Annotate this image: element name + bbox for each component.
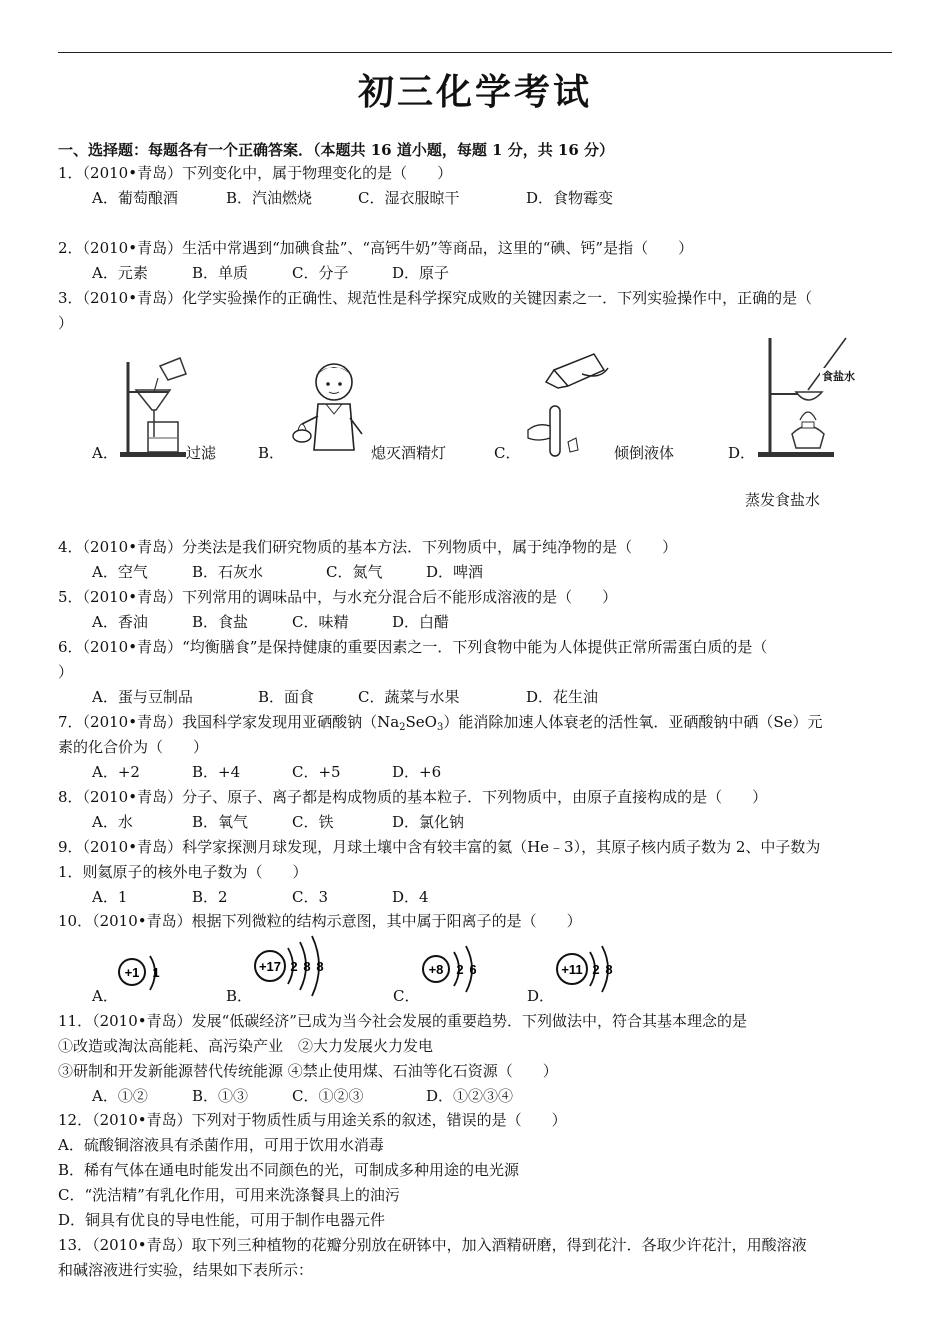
q12-option-c: C．“洗洁精”有乳化作用，可用来洗涤餐具上的油污	[58, 1186, 400, 1204]
q5-option-a: A．香油	[92, 613, 148, 631]
question-13-stem: 13．（2010•青岛）取下列三种植物的花瓣分别放在研钵中，加入酒精研磨，得到花汁．各取少许花汁，用酸溶液	[58, 1236, 807, 1254]
q3-option-b: B．	[258, 444, 285, 462]
atom-a-shell-1: 1	[152, 965, 160, 980]
question-7-stem	[58, 712, 823, 738]
q7-option-b: B．+4	[192, 763, 241, 781]
q7-subscript-1: 2	[399, 722, 406, 733]
q11-option-a: A．①②	[92, 1087, 148, 1105]
pouring-liquid-figure	[524, 350, 614, 460]
q7-text-part-3: ）能消除加速人体衰老的活性氧．亚硒酸钠中硒（Se）元	[443, 713, 823, 731]
question-3-stem-cont: ）	[58, 314, 74, 332]
q7-text-part-2: SeO	[405, 713, 437, 731]
q7-subscript-2: 3	[436, 722, 444, 733]
q10-option-a: A．	[92, 987, 118, 1005]
q3-option-c: C．	[494, 444, 521, 462]
q3-caption-a: 过滤	[186, 444, 217, 462]
q5-option-d: D．白醋	[392, 613, 450, 631]
question-11-items-1: ①改造或淘汰高能耗、高污染产业 ②大力发展火力发电	[58, 1037, 434, 1055]
q1-option-c: C．湿衣服晾干	[358, 189, 460, 207]
q1-option-a: A．葡萄酿酒	[92, 189, 178, 207]
atom-diagram-b	[252, 934, 336, 998]
question-5-stem: 5．（2010•青岛）下列常用的调味品中，与水充分混合后不能形成溶液的是（ ）	[58, 588, 618, 606]
atom-b-shell-3: 8	[316, 959, 324, 974]
q4-option-b: B．石灰水	[192, 563, 264, 581]
q10-option-b: B．	[226, 987, 253, 1005]
question-1-stem: 1．（2010•青岛）下列变化中，属于物理变化的是（ ）	[58, 164, 453, 182]
q4-option-a: A．空气	[92, 563, 148, 581]
q9-option-c: C．3	[292, 888, 329, 906]
q6-option-b: B．面食	[258, 688, 315, 706]
atom-diagram-c	[420, 940, 490, 998]
atom-c-nucleus: +8	[428, 962, 444, 977]
question-10-stem: 10．（2010•青岛）根据下列微粒的结构示意图，其中属于阳离子的是（ ）	[58, 912, 582, 930]
q2-option-c: C．分子	[292, 264, 349, 282]
question-11-items-2: ③研制和开发新能源替代传统能源 ④禁止使用煤、石油等化石资源（ ）	[58, 1062, 558, 1080]
question-8-stem: 8．（2010•青岛）分子、原子、离子都是构成物质的基本粒子．下列物质中，由原子直接构成的是（ ）	[58, 788, 768, 806]
q8-option-a: A．水	[92, 813, 133, 831]
q2-option-b: B．单质	[192, 264, 249, 282]
q7-option-d: D．+6	[392, 763, 442, 781]
q2-option-a: A．元素	[92, 264, 148, 282]
q8-option-c: C．铁	[292, 813, 334, 831]
q4-option-d: D．啤酒	[426, 563, 484, 581]
salt-water-tag: 食盐水	[822, 370, 855, 383]
atom-b-shell-1: 2	[290, 959, 298, 974]
boy-extinguishing-lamp-figure	[292, 356, 368, 456]
atom-c-shell-2: 6	[469, 962, 477, 977]
q9-option-a: A．1	[92, 888, 128, 906]
evaporating-salt-water-figure	[756, 334, 866, 460]
q2-option-d: D．原子	[392, 264, 450, 282]
atom-a-nucleus: +1	[124, 965, 140, 980]
q1-option-b: B．汽油燃烧	[226, 189, 313, 207]
q5-option-b: B．食盐	[192, 613, 249, 631]
q6-option-a: A．蛋与豆制品	[92, 688, 193, 706]
filtration-apparatus-figure	[118, 352, 190, 460]
q11-option-b: B．①③	[192, 1087, 249, 1105]
q7-text-part-1: 7．（2010•青岛）我国科学家发现用亚硒酸钠（Na	[58, 713, 400, 731]
q3-caption-c: 倾倒液体	[614, 444, 675, 462]
question-6-stem-cont: ）	[58, 663, 74, 681]
q9-option-b: B．2	[192, 888, 228, 906]
question-3-stem: 3．（2010•青岛）化学实验操作的正确性、规范性是科学探究成败的关键因素之一．下列实验操作中，正确的是（	[58, 289, 813, 307]
q7-option-a: A．+2	[92, 763, 140, 781]
q3-option-a: A．	[92, 444, 118, 462]
q1-option-d: D．食物霉变	[526, 189, 614, 207]
section-heading: 一、选择题：每题各有一个正确答案．（本题共 16 道小题，每题 1 分，共 16 分）	[58, 141, 615, 159]
q8-option-d: D．氯化钠	[392, 813, 465, 831]
question-7-stem-cont: 素的化合价为（ ）	[58, 738, 209, 756]
atom-d-shell-1: 2	[592, 962, 600, 977]
q8-option-b: B．氧气	[192, 813, 249, 831]
question-11-stem: 11．（2010•青岛）发展“低碳经济”已成为当今社会发展的重要趋势．下列做法中，符合其基本理念的是	[58, 1012, 747, 1030]
question-9-stem: 9．（2010•青岛）科学家探测月球发现，月球土壤中含有较丰富的氦（He﹣3），其原子核内质子数为 2、中子数为	[58, 838, 821, 856]
atom-diagram-a	[116, 950, 176, 998]
q5-option-c: C．味精	[292, 613, 349, 631]
question-6-stem: 6．（2010•青岛）“均衡膳食”是保持健康的重要因素之一．下列食物中能为人体提供正常所需蛋白质的是（	[58, 638, 768, 656]
page-title: 初三化学考试	[357, 71, 592, 113]
question-12-stem: 12．（2010•青岛）下列对于物质性质与用途关系的叙述，错误的是（ ）	[58, 1111, 567, 1129]
q9-option-d: D．4	[392, 888, 429, 906]
q11-option-c: C．①②③	[292, 1087, 364, 1105]
atom-d-shell-2: 8	[605, 962, 613, 977]
q10-option-c: C．	[393, 987, 420, 1005]
q6-option-d: D．花生油	[526, 688, 599, 706]
atom-b-shell-2: 8	[303, 959, 311, 974]
atom-diagram-d	[554, 940, 624, 998]
atom-d-nucleus: +11	[561, 962, 583, 977]
q4-option-c: C．氮气	[326, 563, 383, 581]
question-9-stem-cont: 1．则氦原子的核外电子数为（ ）	[58, 863, 308, 881]
question-4-stem: 4．（2010•青岛）分类法是我们研究物质的基本方法．下列物质中，属于纯净物的是（ ）	[58, 538, 678, 556]
q3-option-d: D．	[728, 444, 756, 462]
q12-option-d: D．铜具有优良的导电性能，可用于制作电器元件	[58, 1211, 386, 1229]
q6-option-c: C．蔬菜与水果	[358, 688, 460, 706]
q7-option-c: C．+5	[292, 763, 341, 781]
q11-option-d: D．①②③④	[426, 1087, 514, 1105]
q10-option-d: D．	[527, 987, 555, 1005]
q3-caption-b: 熄灭酒精灯	[371, 444, 447, 462]
header-rule	[58, 52, 892, 53]
q12-option-b: B．稀有气体在通电时能发出不同颜色的光，可制成多种用途的电光源	[58, 1161, 520, 1179]
q12-option-a: A．硫酸铜溶液具有杀菌作用，可用于饮用水消毒	[58, 1136, 384, 1154]
q3-caption-d: 蒸发食盐水	[745, 491, 821, 509]
atom-b-nucleus: +17	[258, 959, 282, 974]
question-13-stem-cont: 和碱溶液进行实验，结果如下表所示：	[58, 1261, 314, 1279]
atom-c-shell-1: 2	[456, 962, 464, 977]
question-2-stem: 2．（2010•青岛）生活中常遇到“加碘食盐”、“高钙牛奶”等商品，这里的“碘、钙”是指（ ）	[58, 239, 694, 257]
